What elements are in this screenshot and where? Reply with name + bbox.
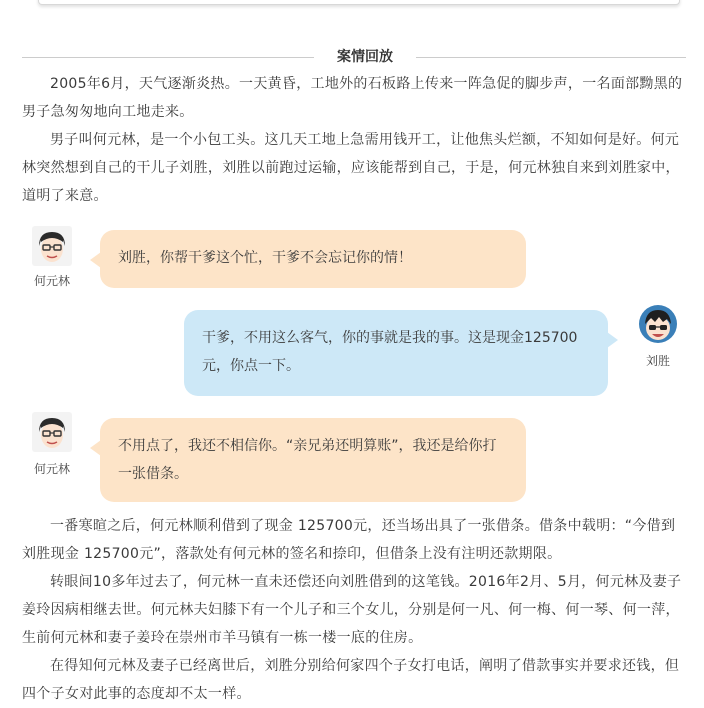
paragraph-years-later: 转眼间10多年过去了，何元林一直未还偿还向刘胜借到的这笔钱。2016年2月、5月，何元林及妻子姜玲因病相继去世。何元林夫妇膝下有一个儿子和三个女儿，分别是何一凡、何一梅、何一琴、何一萍，生前何元林和妻子姜玲在崇州市羊马镇有一栋一楼一底的住房。: [22, 574, 682, 646]
chat-bubble-text: 干爹，不用这么客气，你的事就是我的事。这是现金125700元，你点一下。: [202, 330, 578, 374]
paragraph-demand: 在得知何元林及妻子已经离世后，刘胜分别给何家四个子女打电话，阐明了借款事实并要求还钱，但四个子女对此事的态度却不太一样。: [22, 658, 680, 702]
chat-bubble-he-2: [100, 418, 526, 502]
chat-bubble-text: 刘胜，你帮干爹这个忙，干爹不会忘记你的情！: [118, 250, 412, 266]
section-header: [22, 46, 686, 68]
section-title: 案情回放: [337, 49, 393, 65]
glasses-man-avatar-icon: [32, 412, 72, 452]
chat-bubble-text: 不用点了，我还不相信你。“亲兄弟还明算账”，我还是给你打一张借条。: [118, 438, 497, 482]
speaker-name-liu: 刘胜: [645, 354, 670, 368]
previous-card-edge: [38, 0, 680, 5]
chat-bubble-he-1: [100, 230, 526, 288]
chat-bubble-liu-1: [184, 310, 608, 396]
paragraph-intro: 2005年6月，天气逐渐炎热。一天黄昏，工地外的石板路上传来一阵急促的脚步声，一名面部黝黑的男子急匆匆地向工地走来。: [22, 76, 683, 120]
divider-right: [416, 57, 686, 58]
glasses-man-avatar-icon: [32, 226, 72, 266]
smiling-boy-avatar-icon: [638, 304, 678, 344]
speaker-name-he: 何元林: [33, 462, 70, 476]
paragraph-background: 男子叫何元林，是一个小包工头。这几天工地上急需用钱开工，让他焦头烂额，不知如何是好。何元林突然想到自己的干儿子刘胜，刘胜以前跑过运输，应该能帮到自己，于是，何元林独自来到刘胜家中，道明了来意。: [22, 132, 680, 204]
paragraph-loan: 一番寒暄之后，何元林顺利借到了现金 125700元，还当场出具了一张借条。借条中载明：“今借到刘胜现金 125700元”，落款处有何元林的签名和捺印，但借条上没有注明还款期限。: [22, 518, 676, 562]
divider-left: [22, 57, 314, 58]
speaker-name-he: 何元林: [33, 274, 70, 288]
